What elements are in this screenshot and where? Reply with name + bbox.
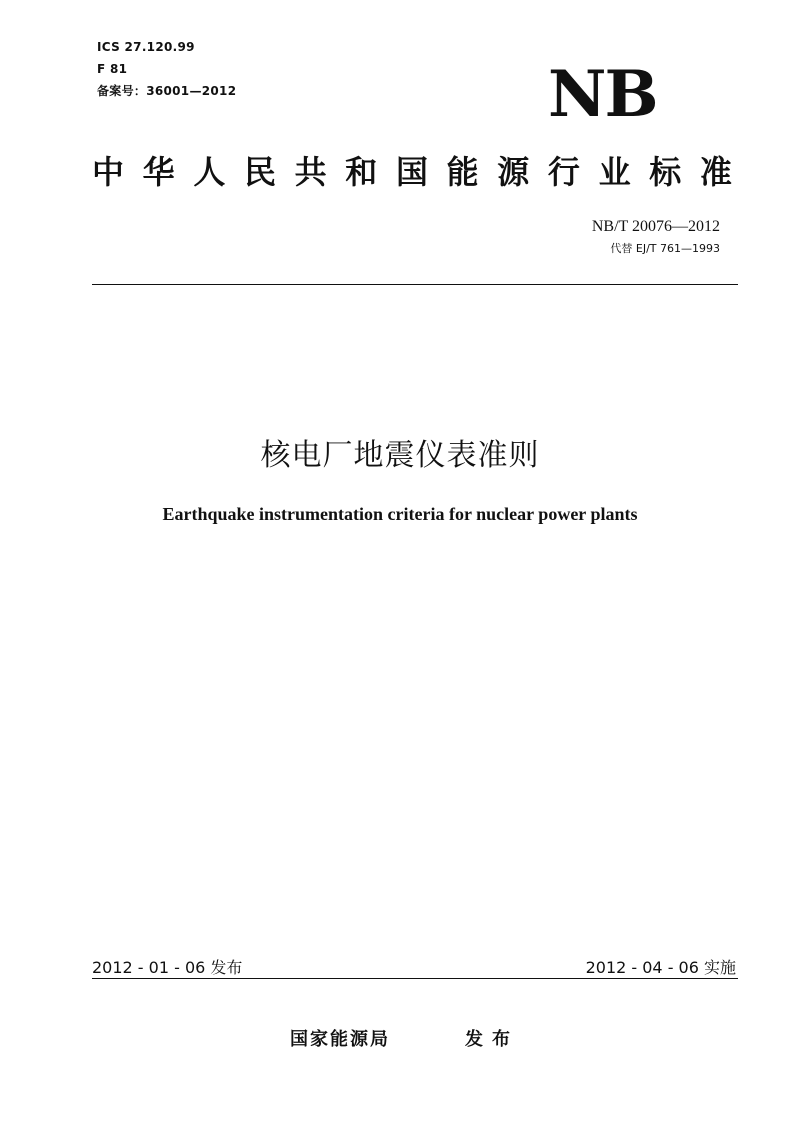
publisher-name: 国家能源局 (290, 1029, 390, 1050)
implementation-date: 2012 - 04 - 06 实施 (585, 958, 736, 977)
replaces-standard: 代替 EJ/T 761—1993 (610, 242, 720, 255)
classification-code: F 81 (97, 62, 128, 76)
document-title-english: Earthquake instrumentation criteria for nuclear power plants (162, 504, 638, 524)
title-char: 中 (92, 153, 125, 191)
title-char: 标 (649, 153, 682, 191)
title-char: 行 (547, 153, 580, 191)
header-divider (92, 284, 738, 285)
title-char: 准 (699, 153, 732, 191)
title-char: 民 (243, 153, 276, 191)
footer-divider (92, 978, 738, 979)
ics-code: ICS 27.120.99 (97, 40, 195, 54)
title-char: 能 (446, 153, 479, 191)
publish-label: 发布 (465, 1029, 519, 1050)
title-char: 国 (395, 153, 428, 191)
document-title-chinese: 核电厂地震仪表准则 (260, 438, 540, 473)
filing-number: 备案号：36001—2012 (97, 84, 237, 98)
nb-logo: NB (548, 57, 657, 132)
title-char: 源 (497, 153, 530, 191)
title-char: 业 (598, 153, 631, 191)
title-char: 华 (142, 153, 175, 191)
title-char: 和 (345, 153, 378, 191)
standard-number: NB/T 20076—2012 (591, 218, 720, 235)
title-char: 人 (193, 153, 226, 191)
standard-category-title (92, 152, 732, 192)
issue-date: 2012 - 01 - 06 发布 (92, 958, 243, 977)
title-char: 共 (294, 153, 327, 191)
